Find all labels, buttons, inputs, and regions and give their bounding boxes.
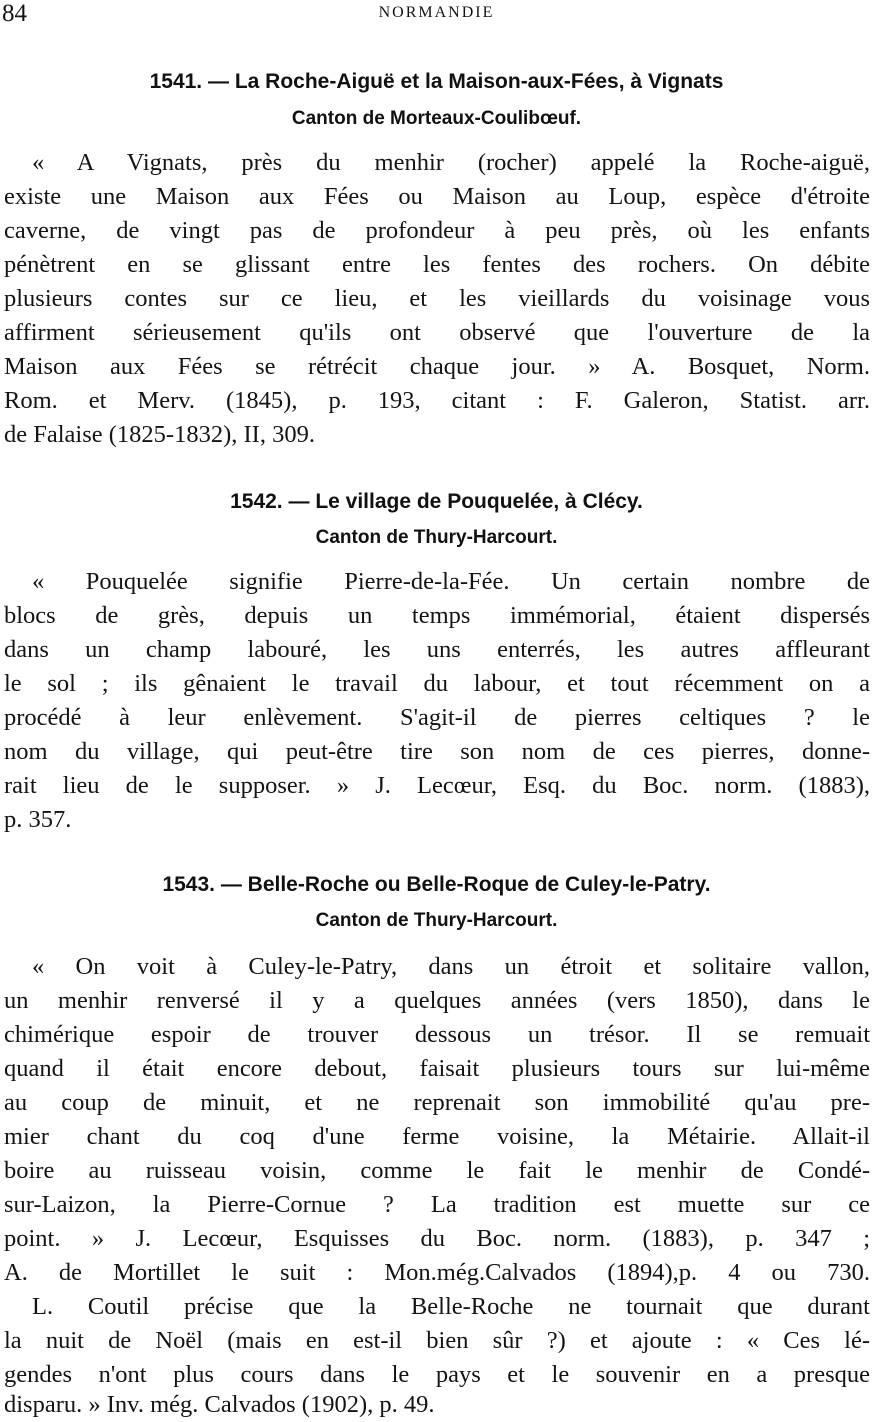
text-line: disparu. » Inv. még. Calvados (1902), p. 49. (4, 1391, 435, 1418)
text-line: boire au ruisseau voisin, comme le fait le menhir de Condé- (4, 1157, 870, 1184)
text-line: sur-Laizon, la Pierre-Cornue ? La tradition est muette sur ce (4, 1191, 870, 1218)
text-line: L. Coutil précise que la Belle-Roche ne tournait que durant (32, 1293, 870, 1320)
text-line: pénètrent en se glissant entre les fentes des rochers. On débite (4, 251, 870, 278)
text-line: A. de Mortillet le suit : Mon.még.Calvados (1894),p. 4 ou 730. (4, 1259, 870, 1286)
text-line: le sol ; ils gênaient le travail du labour, et tout récemment on a (4, 670, 870, 697)
text-line: « A Vignats, près du menhir (rocher) appelé la Roche-aiguë, (32, 149, 870, 176)
text-line: nom du village, qui peut-être tire son nom de ces pierres, donne- (4, 738, 870, 765)
text-line: de Falaise (1825-1832), II, 309. (4, 421, 315, 448)
text-line: au coup de minuit, et ne reprenait son immobilité qu'au pre- (4, 1089, 870, 1116)
canton-subheading: Canton de Thury-Harcourt. (315, 910, 558, 931)
text-line: Rom. et Merv. (1845), p. 193, citant : F. Galeron, Statist. arr. (4, 387, 870, 414)
text-line: affirment sérieusement qu'ils ont observé que l'ouverture de la (4, 319, 870, 346)
text-line: p. 357. (4, 806, 72, 833)
entry-heading: 1541. — La Roche-Aiguë et la Maison-aux-Fées, à Vignats (149, 70, 724, 93)
text-line: gendes n'ont plus cours dans le pays et le souvenir en a presque (4, 1361, 870, 1388)
text-line: caverne, de vingt pas de profondeur à peu près, où les enfants (4, 217, 870, 244)
canton-subheading: Canton de Morteaux-Coulibœuf. (291, 108, 582, 129)
text-line: existe une Maison aux Fées ou Maison au Loup, espèce d'étroite (4, 183, 870, 210)
text-line: Maison aux Fées se rétrécit chaque jour. » A. Bosquet, Norm. (4, 353, 870, 380)
text-line: mier chant du coq d'une ferme voisine, la Métairie. Allait-il (4, 1123, 870, 1150)
text-line: blocs de grès, depuis un temps immémorial, étaient dispersés (4, 602, 870, 629)
text-line: point. » J. Lecœur, Esquisses du Boc. norm. (1883), p. 347 ; (4, 1225, 870, 1252)
page-number: 84 (2, 0, 27, 27)
text-line: la nuit de Noël (mais en est-il bien sûr ?) et ajoute : « Ces lé- (4, 1327, 870, 1354)
canton-subheading: Canton de Thury-Harcourt. (315, 527, 558, 548)
text-line: « Pouquelée signifie Pierre-de-la-Fée. Un certain nombre de (32, 568, 870, 595)
text-line: un menhir renversé il y a quelques années (vers 1850), dans le (4, 987, 870, 1014)
text-line: « On voit à Culey-le-Patry, dans un étroit et solitaire vallon, (32, 953, 870, 980)
text-line: procédé à leur enlèvement. S'agit-il de pierres celtiques ? le (4, 704, 870, 731)
running-title: NORMANDIE (378, 4, 495, 21)
text-line: dans un champ labouré, les uns enterrés, les autres affleurant (4, 636, 870, 663)
text-line: chimérique espoir de trouver dessous un trésor. Il se remuait (4, 1021, 870, 1048)
page-header (0, 0, 873, 30)
entry-heading: 1542. — Le village de Pouquelée, à Clécy. (230, 490, 643, 513)
entry-heading: 1543. — Belle-Roche ou Belle-Roque de Culey-le-Patry. (162, 873, 711, 896)
text-line: quand il était encore debout, faisait plusieurs tours sur lui-même (4, 1055, 870, 1082)
text-line: rait lieu de le supposer. » J. Lecœur, Esq. du Boc. norm. (1883), (4, 772, 870, 799)
text-line: plusieurs contes sur ce lieu, et les vieillards du voisinage vous (4, 285, 870, 312)
